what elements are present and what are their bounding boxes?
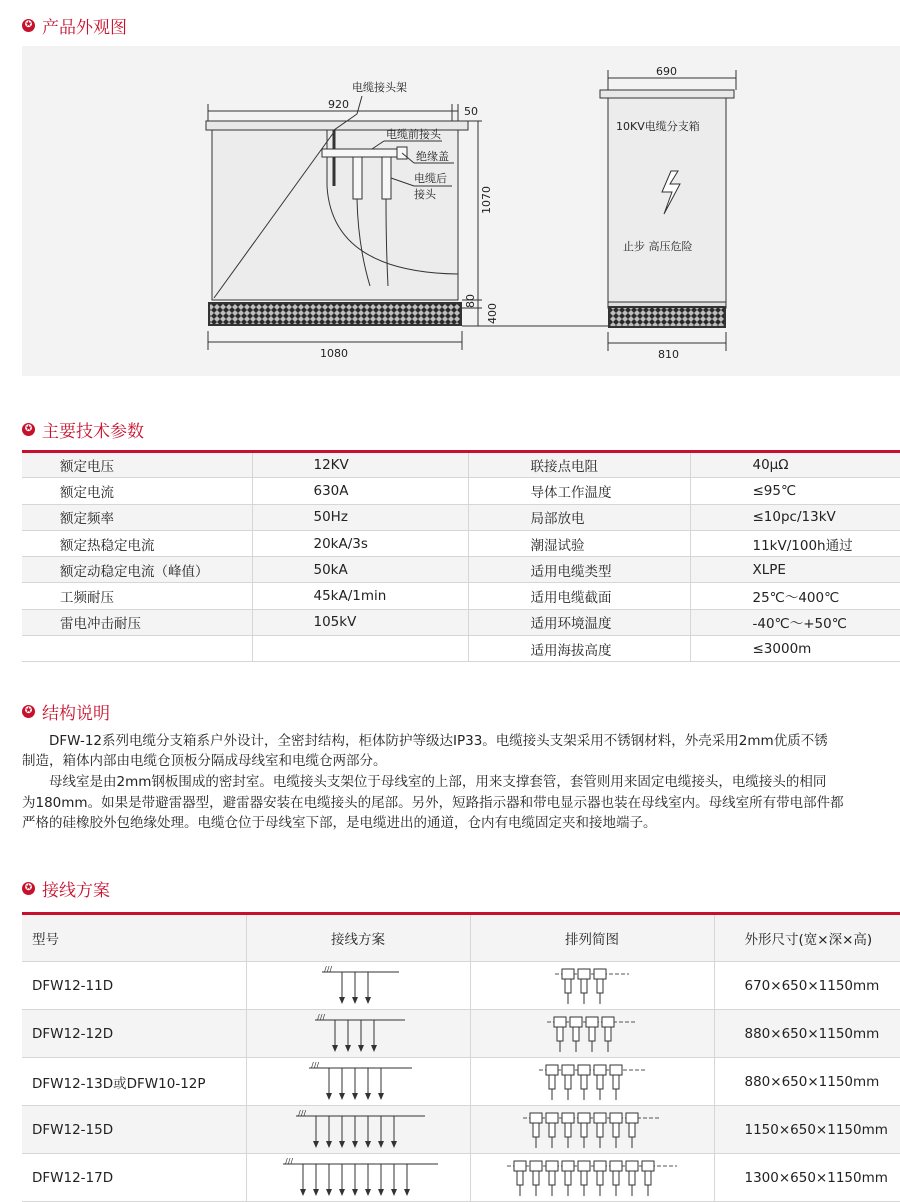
star-icon: ✪	[22, 423, 35, 436]
layout-cell	[470, 1106, 714, 1154]
size-cell: 880×650×1150mm	[714, 1010, 900, 1058]
svg-text:///: ///	[323, 964, 332, 974]
scheme-cell	[246, 1010, 470, 1058]
scheme-cell	[246, 962, 470, 1010]
wiring-row	[22, 962, 900, 1010]
arrangement-diagram	[521, 1108, 663, 1152]
param-name: 局部放电	[468, 504, 690, 530]
model-cell: DFW12-12D	[22, 1010, 246, 1058]
param-value: 630A	[252, 478, 468, 504]
layout-cell	[470, 1058, 714, 1106]
wiring-scheme-diagram	[275, 1156, 442, 1200]
wiring-scheme-diagram	[314, 964, 403, 1008]
wiring-row	[22, 1058, 900, 1106]
svg-text:///: ///	[284, 1156, 293, 1166]
arrangement-diagram	[537, 1060, 647, 1104]
param-name: 联接点电阻	[468, 452, 690, 478]
arrangement-diagram	[553, 964, 631, 1008]
box-warning: 止步 高压危险	[623, 240, 693, 253]
param-value: ≤3000m	[690, 636, 900, 662]
param-value: 105kV	[252, 609, 468, 635]
param-value	[252, 636, 468, 662]
tech-row	[22, 478, 900, 504]
header-scheme: 接线方案	[246, 914, 470, 962]
right-base	[608, 306, 726, 328]
dim-50: 50	[464, 105, 478, 118]
layout-cell	[470, 1154, 714, 1202]
scheme-cell	[246, 1106, 470, 1154]
param-name: 潮湿试验	[468, 530, 690, 556]
param-name: 额定频率	[22, 504, 252, 530]
tech-row	[22, 609, 900, 635]
section-title-text: 主要技术参数	[42, 422, 144, 442]
param-name: 适用电缆截面	[468, 583, 690, 609]
layout-cell	[470, 1010, 714, 1058]
dim-1070: 1070	[480, 186, 493, 214]
wiring-row	[22, 1010, 900, 1058]
box-title: 10KV电缆分支箱	[616, 120, 700, 133]
wiring-scheme-diagram	[307, 1012, 409, 1056]
dim-80: 80	[464, 294, 477, 308]
header-size: 外形尺寸(宽×深×高)	[714, 914, 900, 962]
structure-line-2: 制造，箱体内部由电缆仓顶板分隔成母线室和电缆仓两部分。	[22, 753, 387, 769]
size-cell: 880×650×1150mm	[714, 1058, 900, 1106]
size-cell: 1150×650×1150mm	[714, 1106, 900, 1154]
drawing-svg	[22, 46, 900, 376]
wiring-scheme-diagram	[301, 1060, 416, 1104]
star-icon: ✪	[22, 882, 35, 895]
param-name: 适用电缆类型	[468, 557, 690, 583]
param-name: 额定电流	[22, 478, 252, 504]
label-insulating-cap: 绝缘盖	[416, 150, 449, 163]
section-title-wiring	[22, 876, 110, 901]
param-value: 50Hz	[252, 504, 468, 530]
param-value: 40μΩ	[690, 452, 900, 478]
header-layout: 排列简图	[470, 914, 714, 962]
size-cell: 670×650×1150mm	[714, 962, 900, 1010]
param-name	[22, 636, 252, 662]
model-cell: DFW12-13D或DFW10-12P	[22, 1058, 246, 1106]
param-value: -40℃～+50℃	[690, 609, 900, 635]
tech-row	[22, 557, 900, 583]
arrangement-diagram	[545, 1012, 639, 1056]
svg-text:///: ///	[317, 1012, 326, 1022]
model-cell: DFW12-17D	[22, 1154, 246, 1202]
section-title-tech	[22, 417, 144, 442]
model-cell: DFW12-15D	[22, 1106, 246, 1154]
structure-line-5: 严格的硅橡胶外包绝缘处理。电缆仓位于母线室下部，是电缆进出的通道，仓内有电缆固定夹和接地端子。	[22, 815, 657, 831]
model-cell: DFW12-11D	[22, 962, 246, 1010]
param-value: 12KV	[252, 452, 468, 478]
left-base	[208, 302, 462, 326]
arrangement-diagram	[505, 1156, 679, 1200]
dim-1080: 1080	[320, 347, 348, 360]
dim-920: 920	[328, 98, 349, 111]
param-value: ≤10pc/13kV	[690, 504, 900, 530]
param-name: 雷电冲击耐压	[22, 609, 252, 635]
section-title-structure	[22, 699, 110, 724]
structure-line-1: DFW-12系列电缆分支箱系户外设计，全密封结构，柜体防护等级达IP33。电缆接头支架采用不锈钢材料，外壳采用2mm优质不锈	[22, 733, 828, 749]
svg-text:///: ///	[297, 1108, 306, 1118]
param-name: 额定电压	[22, 452, 252, 478]
section-title-text: 接线方案	[42, 881, 110, 901]
param-value: 11kV/100h通过	[690, 530, 900, 556]
param-name: 导体工作温度	[468, 478, 690, 504]
param-value: XLPE	[690, 557, 900, 583]
section-title-appearance	[22, 13, 127, 38]
param-name: 适用海拔高度	[468, 636, 690, 662]
label-front-joint: 电缆前接头	[386, 128, 441, 141]
layout-cell	[470, 962, 714, 1010]
section-title-text: 产品外观图	[42, 18, 127, 38]
star-icon: ✪	[22, 705, 35, 718]
dim-400: 400	[486, 303, 499, 324]
svg-text:///: ///	[310, 1060, 319, 1070]
size-cell: 1300×650×1150mm	[714, 1154, 900, 1202]
param-value: 45kA/1min	[252, 583, 468, 609]
label-rear-joint-2: 接头	[414, 188, 436, 201]
structure-line-4: 为180mm。如果是带避雷器型，避雷器安装在电缆接头的尾部。另外，短路指示器和带电显示器也装在母线室内。母线室所有带电部件都	[22, 795, 844, 811]
tech-row	[22, 504, 900, 530]
wiring-row	[22, 1106, 900, 1154]
wiring-scheme-diagram	[288, 1108, 429, 1152]
star-icon: ✪	[22, 19, 35, 32]
param-name: 工频耐压	[22, 583, 252, 609]
wiring-row	[22, 1154, 900, 1202]
structure-line-3: 母线室是由2mm钢板围成的密封室。电缆接头支架位于母线室的上部，用来支撑套管，套管则用来固定电缆接头，电缆接头的相同	[22, 774, 827, 790]
dim-690: 690	[656, 65, 677, 78]
wiring-table	[22, 912, 900, 1202]
param-value: 25℃～400℃	[690, 583, 900, 609]
product-drawing	[22, 46, 900, 376]
param-value: 50kA	[252, 557, 468, 583]
scheme-cell	[246, 1154, 470, 1202]
param-name: 额定动稳定电流（峰值）	[22, 557, 252, 583]
tech-row	[22, 452, 900, 478]
tech-row	[22, 636, 900, 662]
param-value: 20kA/3s	[252, 530, 468, 556]
header-model: 型号	[22, 914, 246, 962]
scheme-cell	[246, 1058, 470, 1106]
tech-row	[22, 583, 900, 609]
section-title-text: 结构说明	[42, 704, 110, 724]
param-name: 适用环境温度	[468, 609, 690, 635]
param-name: 额定热稳定电流	[22, 530, 252, 556]
dim-810: 810	[658, 348, 679, 361]
wiring-header-row	[22, 914, 900, 962]
param-value: ≤95℃	[690, 478, 900, 504]
label-rear-joint-1: 电缆后	[414, 172, 447, 185]
tech-params-table	[22, 450, 900, 662]
label-bracket: 电缆接头架	[352, 81, 407, 94]
tech-row	[22, 530, 900, 556]
